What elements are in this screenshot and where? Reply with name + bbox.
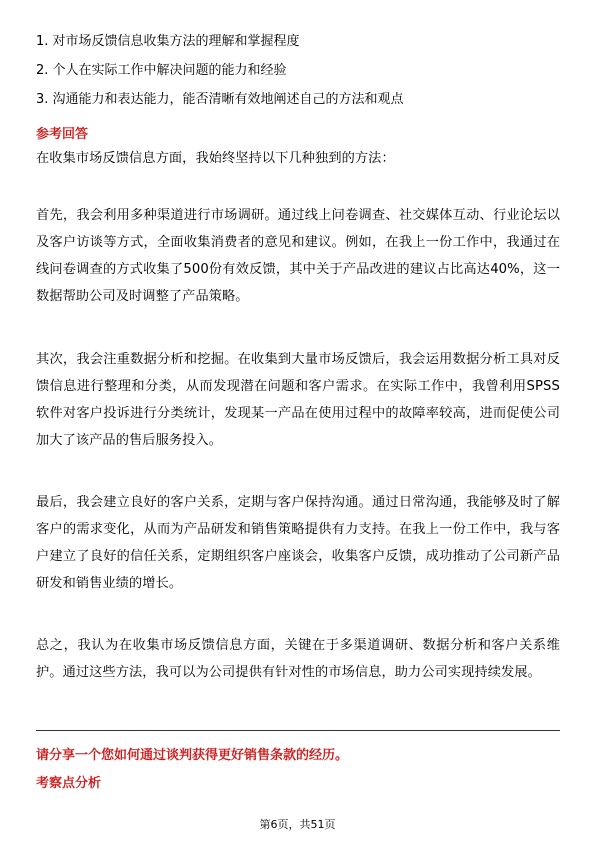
page-footer: 第6页，共51页: [259, 818, 336, 831]
evaluation-point-1: 1. 对市场反馈信息收集方法的理解和掌握程度: [36, 34, 300, 49]
answer-paragraph-3: 最后，我会建立良好的客户关系，定期与客户保持沟通。通过日常沟通，我能够及时了解客户的需求变化，从而为产品研发和销售策略提供有力支持。在我上一份工作中，我与客户建立了良好的信任关系，定期组织客户座谈会，收集客户反馈，成功推动了公司新产品研发和销售业绩的增长。: [36, 495, 560, 591]
answer-paragraph-1: 首先，我会利用多种渠道进行市场调研。通过线上问卷调查、社交媒体互动、行业论坛以及客户访谈等方式，全面收集消费者的意见和建议。例如，在我上一份工作中，我通过在线问卷调查的方式收集了500份有效反馈，其中关于产品改进的建议占比高达40%，这一数据帮助公司及时调整了产品策略。: [36, 208, 560, 304]
section-divider: [36, 730, 560, 731]
analysis-heading: 考察点分析: [36, 776, 102, 791]
answer-paragraph-4: 总之，我认为在收集市场反馈信息方面，关键在于多渠道调研、数据分析和客户关系维护。通过这些方法，我可以为公司提供有针对性的市场信息，助力公司实现持续发展。: [36, 638, 560, 680]
evaluation-point-3: 3. 沟通能力和表达能力，能否清晰有效地阐述自己的方法和观点: [36, 92, 404, 107]
reference-answer-heading: 参考回答: [36, 127, 89, 142]
next-question: 请分享一个您如何通过谈判获得更好销售条款的经历。: [36, 748, 349, 763]
answer-paragraph-2: 其次，我会注重数据分析和挖掘。在收集到大量市场反馈后，我会运用数据分析工具对反馈信息进行整理和分类，从而发现潜在问题和客户需求。在实际工作中，我曾利用SPSS软件对客户投诉进行分类统计，发现某一产品在使用过程中的故障率较高，进而促使公司加大了该产品的售后服务投入。: [36, 352, 560, 448]
answer-intro: 在收集市场反馈信息方面，我始终坚持以下几种独到的方法：: [36, 151, 395, 166]
evaluation-point-2: 2. 个人在实际工作中解决问题的能力和经验: [36, 63, 287, 78]
